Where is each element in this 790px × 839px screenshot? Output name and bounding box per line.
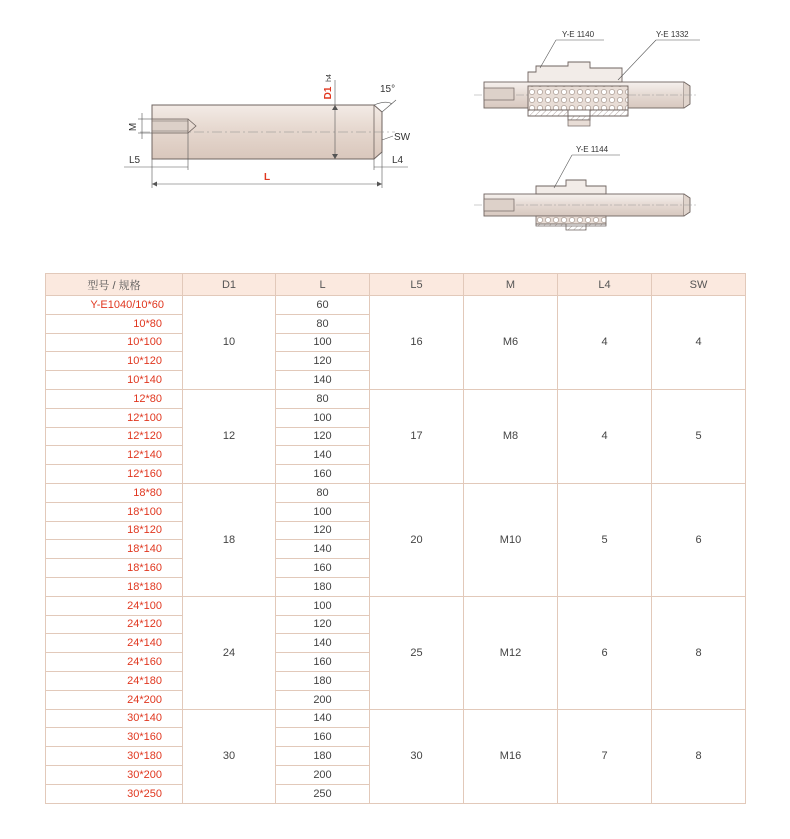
table-row	[46, 296, 746, 315]
cell-l: 120	[276, 352, 370, 371]
cell-m: M6	[464, 296, 558, 390]
table-row	[46, 389, 746, 408]
cell-model: 24*200	[46, 690, 183, 709]
cell-d1: 18	[183, 483, 276, 596]
dim-label-sw: SW	[394, 132, 411, 143]
cell-l: 160	[276, 465, 370, 484]
cell-l: 160	[276, 559, 370, 578]
dim-label-d1: D1	[323, 86, 334, 100]
table-row	[46, 483, 746, 502]
cell-sw: 5	[652, 389, 746, 483]
cell-model: 12*80	[46, 389, 183, 408]
cell-model: 18*100	[46, 502, 183, 521]
cell-model: 10*120	[46, 352, 183, 371]
cell-d1: 12	[183, 389, 276, 483]
dim-label-angle: 15°	[380, 84, 396, 95]
cell-l5: 16	[370, 296, 464, 390]
cell-model: 24*120	[46, 615, 183, 634]
dim-label-l: L	[264, 172, 271, 183]
cell-l: 120	[276, 615, 370, 634]
cell-model: 24*180	[46, 671, 183, 690]
technical-drawing	[0, 0, 790, 265]
cell-l: 140	[276, 709, 370, 728]
cell-m: M10	[464, 483, 558, 596]
dim-label-l5: L5	[129, 155, 141, 166]
cell-l5: 20	[370, 483, 464, 596]
header-d1: D1	[183, 274, 276, 296]
header-l: L	[276, 274, 370, 296]
header-l4: L4	[558, 274, 652, 296]
cell-l: 100	[276, 333, 370, 352]
cell-model: 18*160	[46, 559, 183, 578]
cell-l: 160	[276, 728, 370, 747]
header-sw: SW	[652, 274, 746, 296]
cell-m: M12	[464, 596, 558, 709]
cell-l: 120	[276, 521, 370, 540]
spec-table	[45, 273, 746, 804]
table-row	[46, 709, 746, 728]
cell-l: 180	[276, 577, 370, 596]
cell-sw: 6	[652, 483, 746, 596]
cell-l: 120	[276, 427, 370, 446]
header-model: 型号 / 规格	[46, 274, 183, 296]
cell-l: 180	[276, 747, 370, 766]
cell-model: 12*140	[46, 446, 183, 465]
cell-model: 30*180	[46, 747, 183, 766]
assembly-drawing-top	[474, 30, 700, 126]
cell-l4: 6	[558, 596, 652, 709]
callout-ye1332: Y-E 1332	[656, 30, 689, 39]
cell-model: 30*140	[46, 709, 183, 728]
cell-model: 30*160	[46, 728, 183, 747]
cell-sw: 8	[652, 596, 746, 709]
guide-pin-drawing	[124, 74, 411, 188]
cell-sw: 4	[652, 296, 746, 390]
cell-l: 140	[276, 446, 370, 465]
cell-model: 30*200	[46, 765, 183, 784]
cell-l4: 4	[558, 389, 652, 483]
cell-model: 12*120	[46, 427, 183, 446]
cell-l5: 30	[370, 709, 464, 803]
cell-l: 100	[276, 502, 370, 521]
cell-model: 10*140	[46, 371, 183, 390]
cell-model: 18*180	[46, 577, 183, 596]
cell-model: 18*120	[46, 521, 183, 540]
cell-l4: 7	[558, 709, 652, 803]
cell-model: 30*250	[46, 784, 183, 803]
cell-l4: 4	[558, 296, 652, 390]
cell-model: 18*140	[46, 540, 183, 559]
cell-l: 160	[276, 653, 370, 672]
cell-d1: 30	[183, 709, 276, 803]
cell-model: 12*160	[46, 465, 183, 484]
callout-ye1140: Y-E 1140	[562, 30, 595, 39]
cell-l: 140	[276, 371, 370, 390]
cell-l: 80	[276, 483, 370, 502]
cell-d1: 24	[183, 596, 276, 709]
cell-l: 140	[276, 540, 370, 559]
header-l5: L5	[370, 274, 464, 296]
cell-l: 250	[276, 784, 370, 803]
dim-label-l4: L4	[392, 155, 404, 166]
header-m: M	[464, 274, 558, 296]
callout-ye1144: Y-E 1144	[576, 145, 609, 154]
cell-l: 200	[276, 690, 370, 709]
dim-label-m: M	[128, 122, 139, 132]
cell-model: Y-E1040/10*60	[46, 296, 183, 315]
dim-label-h4: h4	[326, 74, 333, 82]
cell-model: 18*80	[46, 483, 183, 502]
cell-model: 24*100	[46, 596, 183, 615]
cell-l5: 17	[370, 389, 464, 483]
cell-model: 12*100	[46, 408, 183, 427]
cell-l5: 25	[370, 596, 464, 709]
cell-l: 100	[276, 596, 370, 615]
cell-model: 24*140	[46, 634, 183, 653]
cell-model: 10*100	[46, 333, 183, 352]
assembly-drawing-bottom	[474, 145, 698, 230]
cell-m: M8	[464, 389, 558, 483]
cell-l: 200	[276, 765, 370, 784]
cell-d1: 10	[183, 296, 276, 390]
table-header-row	[46, 274, 746, 296]
table-row	[46, 596, 746, 615]
cell-l: 80	[276, 389, 370, 408]
cell-l: 180	[276, 671, 370, 690]
cell-m: M16	[464, 709, 558, 803]
cell-model: 10*80	[46, 314, 183, 333]
cell-model: 24*160	[46, 653, 183, 672]
cell-l4: 5	[558, 483, 652, 596]
cell-sw: 8	[652, 709, 746, 803]
cell-l: 100	[276, 408, 370, 427]
cell-l: 60	[276, 296, 370, 315]
cell-l: 140	[276, 634, 370, 653]
cell-l: 80	[276, 314, 370, 333]
